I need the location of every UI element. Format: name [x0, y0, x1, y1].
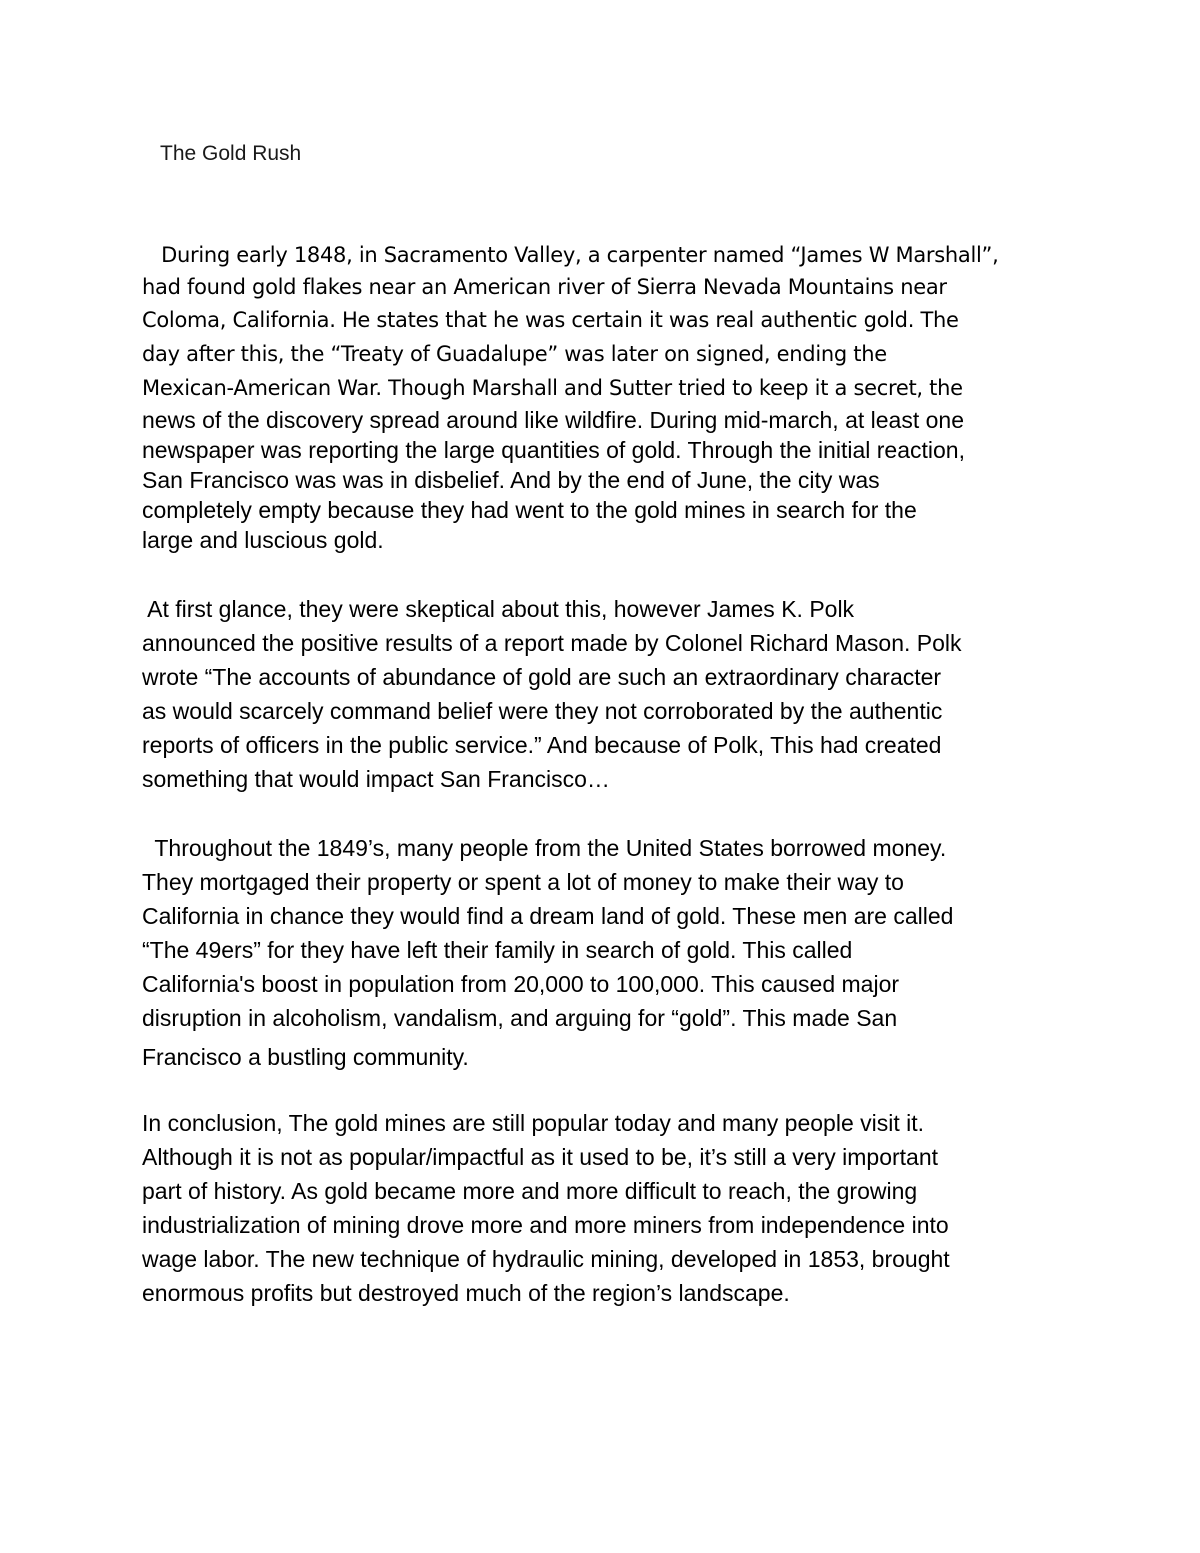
text-line: industrialization of mining drove more and more miners from independence into: [142, 1212, 949, 1238]
text-line: San Francisco was was in disbelief. And by the end of June, the city was: [142, 467, 880, 493]
text-line: Although it is not as popular/impactful as it used to be, it’s still a very important: [142, 1144, 939, 1170]
paragraph-discovery: [142, 240, 1082, 555]
text-line: Throughout the 1849’s, many people from the United States borrowed money.: [142, 835, 947, 861]
text-line: news of the discovery spread around like wildfire. During mid-march, at least one: [142, 407, 964, 433]
text-line: California in chance they would find a dream land of gold. These men are called: [142, 903, 954, 929]
text-line: had found gold flakes near an American river of Sierra Nevada Mountains near: [142, 275, 947, 299]
paragraph-49ers: [142, 831, 1082, 1074]
text-line: large and luscious gold.: [142, 527, 384, 553]
text-line: wrote “The accounts of abundance of gold are such an extraordinary character: [142, 664, 942, 690]
text-line: day after this, the “Treaty of Guadalupe” was later on signed, ending the: [142, 342, 887, 366]
text-line: Coloma, California. He states that he was certain it was real authentic gold. The: [142, 308, 959, 332]
text-line: reports of officers in the public service.” And because of Polk, This had created: [142, 732, 942, 758]
text-line: announced the positive results of a report made by Colonel Richard Mason. Polk: [142, 630, 962, 656]
text-line: wage labor. The new technique of hydraulic mining, developed in 1853, brought: [142, 1246, 950, 1272]
text-line: At first glance, they were skeptical about this, however James K. Polk: [142, 596, 855, 622]
text-line: newspaper was reporting the large quantities of gold. Through the initial reaction,: [142, 437, 965, 463]
text-line: something that would impact San Francisco…: [142, 766, 610, 792]
text-line: Mexican-American War. Though Marshall and Sutter tried to keep it a secret, the: [142, 376, 963, 400]
text-line: completely empty because they had went to the gold mines in search for the: [142, 497, 917, 523]
text-line: They mortgaged their property or spent a lot of money to make their way to: [142, 869, 904, 895]
text-line: In conclusion, The gold mines are still popular today and many people visit it.: [142, 1110, 925, 1136]
text-line: California's boost in population from 20,000 to 100,000. This caused major: [142, 971, 900, 997]
document-title: The Gold Rush: [160, 142, 302, 165]
text-line: disruption in alcoholism, vandalism, and arguing for “gold”. This made San: [142, 1005, 898, 1031]
paragraph-conclusion: [142, 1106, 1082, 1310]
paragraph-polk: [142, 592, 1082, 796]
text-line: enormous profits but destroyed much of the region’s landscape.: [142, 1280, 790, 1306]
text-line: Francisco a bustling community.: [142, 1044, 469, 1070]
text-line: as would scarcely command belief were they not corroborated by the authentic: [142, 698, 943, 724]
text-line: part of history. As gold became more and more difficult to reach, the growing: [142, 1178, 918, 1204]
text-line: During early 1848, in Sacramento Valley, a carpenter named “James W Marshall”,: [142, 243, 999, 267]
text-line: “The 49ers” for they have left their family in search of gold. This called: [142, 937, 853, 963]
